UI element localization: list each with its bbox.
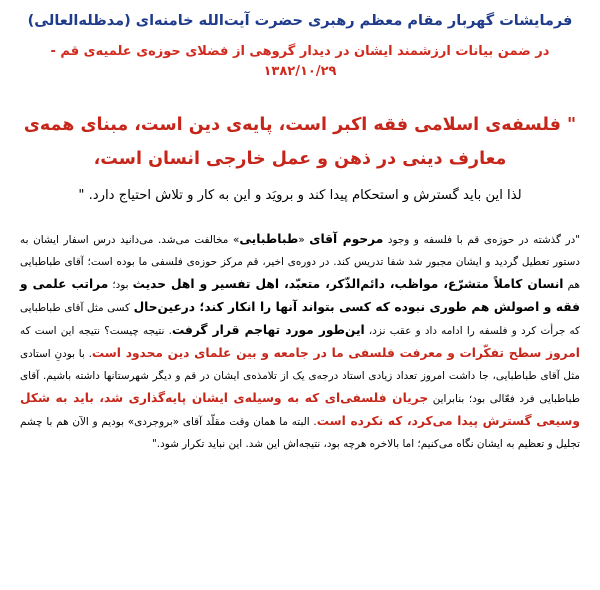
body-text-segment: . البته ما همان وقت مقلّد آقای «بروجردی» بودیم و الآن هم با چشم تجلیل و تعظیم به ایشان نگاه می‌کنیم؛ اما بالاخره هرچه بود، نتیجه‌اش این شد. این نباید تکرار شود.": [20, 416, 580, 450]
body-text-segment: کسی مثل آقای طباطبایی که جرأت کرد و فلسفه را ادامه داد و عقب نزد،: [20, 302, 580, 337]
quote-continuation: لذا این باید گسترش و استحکام پیدا کند و برویَد و این به کار و تلاش احتیاج دارد. ": [78, 188, 522, 203]
body-bold-segment: انسان کاملاً متشرّع، مواظب، دائم‌الذّکر، متعبّد، اهل تفسیر و اهل حدیث: [132, 277, 564, 291]
body-paragraph: [20, 228, 580, 455]
body-red-highlight: جریان فلسفی‌ای که به وسیله‌ی ایشان پایه‌گذاری شد، باید به شکل وسیعی گسترش پیدا می‌کرد، که نکرده است: [20, 391, 580, 428]
body-text-segment: "در گذشته در حوزه‌ی قم با فلسفه و وجود: [383, 234, 580, 246]
body-red-highlight: امروز سطح تفکّرات و معرفت فلسفی ما در جامعه و بین علمای دین محدود است: [91, 346, 580, 360]
page-subtitle: در ضمن بیانات ارزشمند ایشان در دیدار گروهی از فضلای حوزه‌ی علمیه‌ی قم - ۱۳۸۲/۱۰/۲۹: [50, 44, 550, 79]
body-text-segment: . با بودنِ استادی مثل آقای طباطبایی، جا داشت امروز تعداد زیادی استاد درجه‌ی یک از تلامذه‌ی ایشان در قم و دیگر شهرستانها داشته باشیم. آقای طباطبایی فرد فعّالی بود؛ بنابراین: [20, 348, 580, 405]
body-text-segment: » مخالفت می‌شد. می‌دانید درس اسفار ایشان به دستور تعطیل گردید و ایشان مجبور شد شفا تدریس کند. در دوره‌ی اخیر، قم مرکز حوزه‌ی فلسفی ما بوده است؛ آقای طباطبایی هم: [20, 234, 580, 291]
page-title: فرمایشات گهربار مقام معظم رهبری حضرت آیت‌الله خامنه‌ای (مدظله‌العالی): [27, 13, 573, 29]
body-bold-segment: این‌طور مورد تهاجم قرار گرفت: [171, 323, 365, 337]
body-text-segment: . نتیجه چیست؟ نتیجه این است که: [20, 325, 172, 337]
body-text-segment: «: [298, 234, 310, 246]
body-text-segment: بود؛: [108, 279, 133, 291]
body-bold-segment: طباطبایی: [239, 232, 299, 246]
body-bold-segment: مرحوم آقای: [309, 232, 384, 246]
highlighted-quote: " فلسفه‌ی اسلامی فقه اکبر است، پایه‌ی دین است، مبنای همه‌ی معارف دینی در ذهن و عمل خارجی انسان است،: [23, 115, 577, 169]
body-bold-segment: مراتب علمی و فقه و اصولش هم طوری نبوده که کسی بتواند آنها را انکار کند؛ درعین‌حال: [20, 277, 580, 314]
